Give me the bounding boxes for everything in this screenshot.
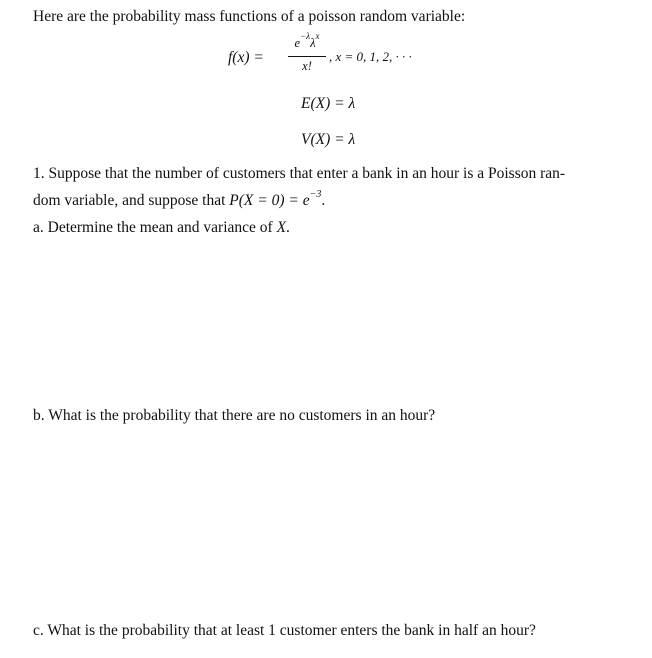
question-c: c. What is the probability that at least 1 customer enters the bank in half an hour? <box>33 622 536 639</box>
problem-line-2: dom variable, and suppose that $P(X = 0) = e^{-3}$. <box>33 188 326 209</box>
probability-condition: $P(X = 0) = e^{-3}$ <box>229 188 322 209</box>
pmf-denominator: x! <box>302 59 312 73</box>
pmf-lhs: f(x) = <box>228 49 264 66</box>
pmf-formula <box>228 30 488 82</box>
question-a: a. Determine the mean and variance of X. <box>33 219 290 236</box>
question-b: b. What is the probability that there are no customers in an hour? <box>33 407 436 424</box>
pmf-fraction <box>286 30 328 82</box>
pmf-domain: , x = 0, 1, 2, · · · <box>329 49 412 64</box>
variance-formula: V(X) = λ <box>301 131 356 148</box>
expectation-formula: E(X) = λ <box>301 95 356 112</box>
pmf-numerator: $e^{-\lambda}\lambda^x$ <box>294 30 320 50</box>
intro-text: Here are the probability mass functions of a poisson random variable: <box>33 8 466 25</box>
fraction-bar <box>288 56 326 57</box>
problem-line-1: 1. Suppose that the number of customers that enter a bank in an hour is a Poisson ran- <box>33 165 566 182</box>
